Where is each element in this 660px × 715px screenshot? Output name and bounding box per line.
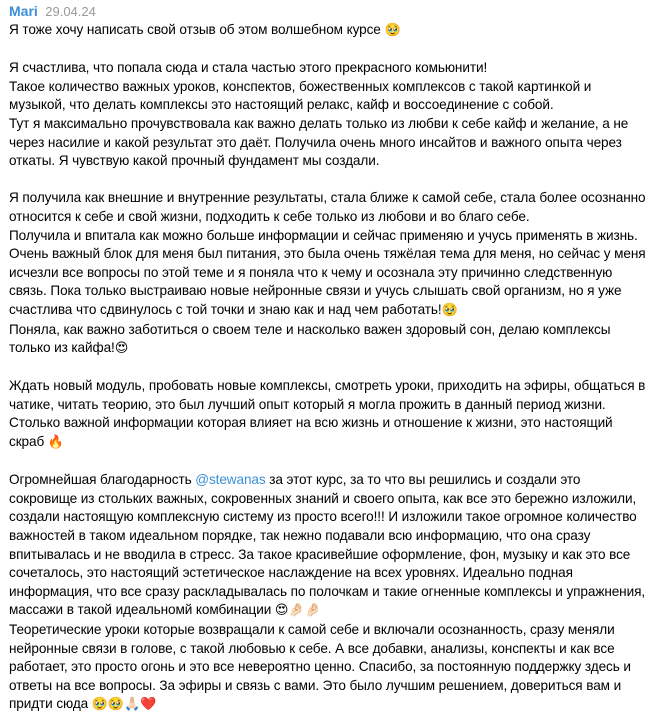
message-header — [9, 2, 650, 21]
emoji-icon: 🥹 — [91, 697, 108, 713]
message-text — [9, 21, 650, 715]
message-text-segment: Огромнейшая благодарность — [9, 472, 196, 488]
message-text-segment: Ждать новый модуль, пробовать новые комплексы, смотреть уроки, приходить на эфиры, общаться в чатике, читать теорию, это был лучший опыт который я могла прожить в данный период жизни. Столько важной информации которая влияет на всю жизнь и отношение к жизни, это настоящий скраб — [9, 378, 646, 450]
message-line — [9, 621, 650, 715]
message-text-segment: Получила и впитала как можно больше информации и сейчас применяю и учусь применять в жизнь. Очень важный блок для меня был питания, это была очень тяжёлая тема для меня, но сейчас у меня исчезли все вопросы по этой теме и я поняла что к чему и осознала эту причинно следственную связь. Пока только выстраиваю новые нейронные связи и учусь слышать свой организм, но я уже счастлива что сдвинулось с той точки и знаю как и над чем работать! — [9, 227, 646, 317]
paragraph-gap — [9, 359, 650, 378]
message-date: 29.04.24 — [45, 4, 96, 19]
user-mention-link[interactable]: @stewanas — [195, 472, 266, 488]
emoji-icon: 🥹 — [384, 23, 401, 38]
paragraph-gap — [9, 41, 650, 60]
message-text-segment: Тут я максимально прочувствовала как важно делать только из любви к себе кайф и желание, а не через насилие и какой результат это даёт. Получила очень много инсайтов и важного опыта через откаты. Я чувствую какой прочный фундамент мы создали. — [9, 115, 629, 169]
message-line — [9, 321, 650, 359]
emoji-icon: ❤️ — [140, 697, 157, 713]
message-line — [9, 21, 650, 41]
message-text-segment: Теоретические уроки которые возвращали к самой себе и включали осознанность, сразу меняли нейронные связи в голове, с такой любовью к себе. А все добавки, анализы, конспекты и как все работает, это просто огонь и это все невероятно ценно. Спасибо, за постоянную поддержку здесь и ответы на все вопросы. За эфиры и связь с вами. Это было лучшим решением, довериться вам и придти сюда — [9, 622, 631, 712]
message-text-segment: Я получила как внешние и внутренние результаты, стала ближе к самой себе, стала более осознанно относится к себе и свой жизни, подходить к себе только из любови и во благо себе. — [9, 190, 646, 224]
message-line — [9, 227, 650, 321]
message-text-segment: за этот курс, за то что вы решились и создали это сокровище из стольких важных, сокровенных знаний и своего опыта, как все это бережно изложили, создали настоящую комплексную систему из просто всего!!! И изложили такое огромное количество важностей в таком идеальном порядке, так нежно подавали всю информацию, что она сразу впитывалась и не вводила в стресс. За такое красивейшие оформление, фон, музыку и как это все сочеталось, это настоящий эстетическое наслаждение на всех уровнях. Идеально подная информация, что все сразу раскладывалась по полочкам и такие огненные комплексы и упражнения, массажи в такой идеальномй комбинации — [9, 472, 646, 618]
message-line — [9, 471, 650, 621]
emoji-icon: 🔥 — [47, 435, 64, 451]
emoji-icon: 🤌🏻 — [304, 603, 321, 619]
message-text-segment: Я тоже хочу написать свой отзыв об этом волшебном курсе — [9, 22, 385, 37]
message-text-segment: Такое количество важных уроков, конспектов, божественных комплексов с такой картинкой и музыкой, что делать комплексы это настоящий релакс, кайф и воссоединение с собой. — [9, 78, 592, 113]
emoji-icon: 🥹 — [107, 697, 124, 713]
emoji-icon: 🥹 — [441, 302, 458, 318]
paragraph-gap — [9, 453, 650, 472]
message-line — [9, 78, 650, 115]
emoji-icon: 😍 — [274, 603, 289, 619]
emoji-icon: 😍 — [114, 341, 129, 357]
message-line — [9, 377, 650, 452]
emoji-icon: 🤌🏻 — [288, 603, 305, 619]
message-author[interactable]: Mari — [9, 3, 38, 19]
paragraph-gap — [9, 171, 650, 190]
emoji-icon: 🙏🏻 — [124, 697, 141, 713]
message-line — [9, 59, 650, 78]
message-text-segment: Я счастлива, что попала сюда и стала частью этого прекрасного комьюнити! — [9, 60, 488, 76]
message-text-segment: Поняла, как важно заботиться о своем теле и насколько важен здоровый сон, делаю комплексы только из кайфа! — [9, 321, 611, 356]
message-line — [9, 189, 650, 226]
message-line — [9, 115, 650, 171]
